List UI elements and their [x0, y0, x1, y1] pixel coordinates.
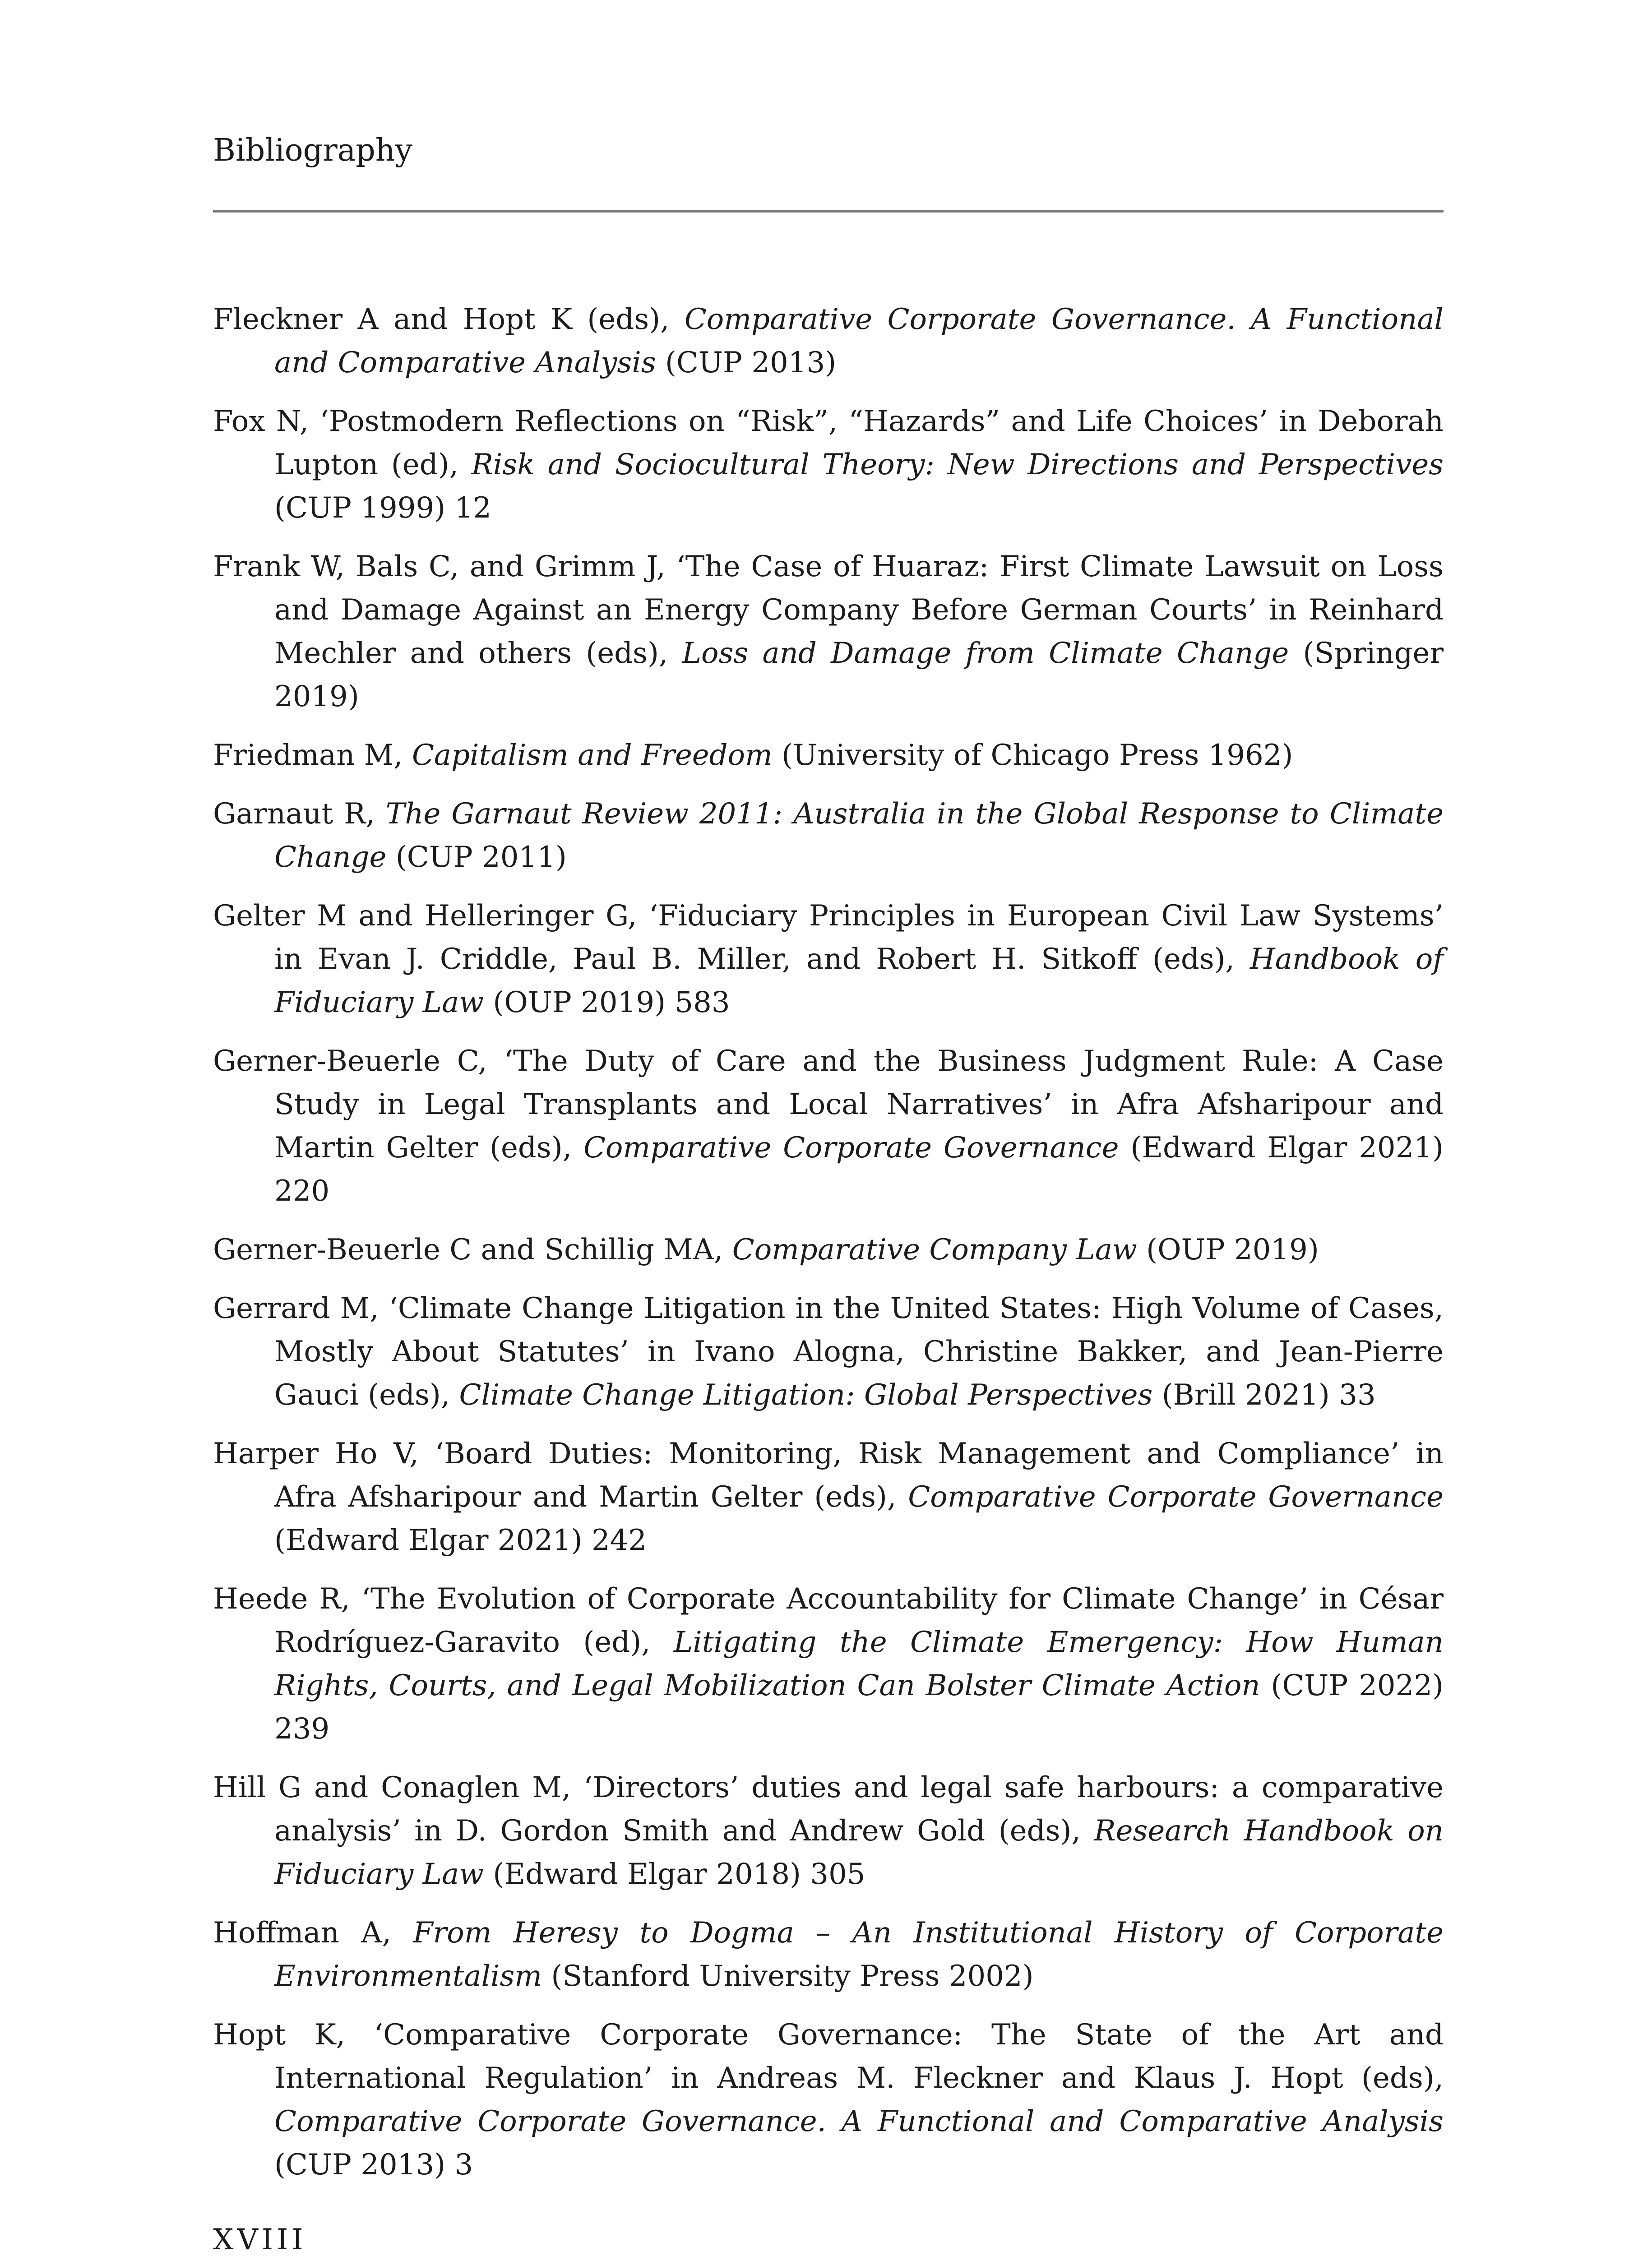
entry-authors-text: Gerner-Beuerle C, ‘The Duty of Care and the Business Judgment Rule: A Case Study in Legal Transplants and Local Narratives’ in Afra Afsharipour and Martin Gelter (eds),	[213, 1045, 1444, 1165]
entry-authors-text: Gerner-Beuerle C and Schillig MA,	[213, 1233, 732, 1267]
entry-authors-text: Hill G and Conaglen M, ‘Directors’ duties and legal safe harbours: a comparative analysis’ in D. Gordon Smith and Andrew Gold (eds),	[213, 1771, 1444, 1848]
entry-title: Handbook of Fiduciary Law	[274, 943, 1444, 1019]
entry-publication: (CUP 2011)	[386, 841, 567, 874]
bibliography-entry	[213, 1911, 1444, 1998]
entry-authors-text: Garnaut R,	[213, 797, 386, 831]
bibliography-entry	[213, 1287, 1444, 1417]
entry-title: From Heresy to Dogma – An Institutional History of Corporate Environmentalism	[274, 1916, 1444, 1993]
entry-title: Comparative Company Law	[732, 1233, 1137, 1267]
entry-title: Capitalism and Freedom	[412, 739, 773, 772]
bibliography-entry	[213, 1766, 1444, 1896]
entry-authors-text: Harper Ho V, ‘Board Duties: Monitoring, Risk Management and Compliance’ in Afra Afsharipour and Martin Gelter (eds),	[213, 1437, 1444, 1514]
entry-title: The Garnaut Review 2011: Australia in the Global Response to Climate Change	[274, 797, 1444, 874]
bibliography-entry	[213, 792, 1444, 879]
entry-publication: (CUP 2022) 239	[274, 1669, 1444, 1746]
entry-authors-text: Heede R, ‘The Evolution of Corporate Accountability for Climate Change’ in César Rodríguez-Garavito (ed),	[213, 1582, 1444, 1659]
entry-publication: (CUP 1999) 12	[274, 491, 491, 525]
entry-publication: (Edward Elgar 2018) 305	[484, 1858, 865, 1891]
header-divider	[213, 210, 1444, 213]
entry-publication: (Brill 2021) 33	[1152, 1378, 1376, 1412]
entry-authors-text: Frank W, Bals C, and Grimm J, ‘The Case of Huaraz: First Climate Lawsuit on Loss and Damage Against an Energy Company Before German Courts’ in Reinhard Mechler and others (eds),	[213, 550, 1444, 670]
bibliography-entry	[213, 1432, 1444, 1562]
bibliography-entry	[213, 400, 1444, 530]
running-head-title: Bibliography	[213, 133, 412, 168]
entry-authors-text: Friedman M,	[213, 739, 412, 772]
bibliography-list	[213, 298, 1444, 2202]
entry-title: Comparative Corporate Governance. A Functional and Comparative Analysis	[274, 303, 1444, 379]
entry-publication: (CUP 2013)	[656, 346, 837, 379]
entry-title: Comparative Corporate Governance	[908, 1480, 1444, 1514]
entry-title: Comparative Corporate Governance	[583, 1131, 1119, 1165]
entry-publication: (Springer 2019)	[274, 637, 1444, 713]
entry-publication: (CUP 2013) 3	[274, 2148, 473, 2182]
bibliography-entry	[213, 2013, 1444, 2187]
bibliography-entry	[213, 1040, 1444, 1213]
entry-title: Comparative Corporate Governance. A Functional and Comparative Analysis	[274, 2105, 1444, 2138]
bibliography-entry	[213, 734, 1444, 777]
bibliography-entry	[213, 1577, 1444, 1751]
entry-publication: (OUP 2019)	[1137, 1233, 1319, 1267]
bibliography-entry	[213, 1228, 1444, 1271]
bibliography-entry	[213, 894, 1444, 1024]
bibliography-entry	[213, 545, 1444, 718]
entry-publication: (Edward Elgar 2021) 242	[274, 1524, 647, 1557]
entry-publication: (Stanford University Press 2002)	[542, 1960, 1034, 1993]
entry-publication: (University of Chicago Press 1962)	[772, 739, 1293, 772]
entry-authors-text: Gelter M and Helleringer G, ‘Fiduciary Principles in European Civil Law Systems’ in Evan J. Criddle, Paul B. Miller, and Robert H. Sitkoff (eds),	[213, 899, 1444, 976]
page-number: XVIII	[213, 2223, 307, 2256]
entry-authors-text: Fleckner A and Hopt K (eds),	[213, 303, 685, 336]
entry-title: Climate Change Litigation: Global Perspectives	[459, 1378, 1153, 1412]
entry-title: Research Handbook on Fiduciary Law	[274, 1814, 1444, 1891]
entry-authors-text: Gerrard M, ‘Climate Change Litigation in the United States: High Volume of Cases, Mostly About Statutes’ in Ivano Alogna, Christine Bakker, and Jean-Pierre Gauci (eds),	[213, 1292, 1444, 1412]
entry-authors-text: Hopt K, ‘Comparative Corporate Governance: The State of the Art and International Regulation’ in Andreas M. Fleckner and Klaus J. Hopt (eds),	[213, 2018, 1444, 2095]
entry-title: Risk and Sociocultural Theory: New Directions and Perspectives	[471, 448, 1444, 481]
bibliography-entry	[213, 298, 1444, 384]
entry-authors-text: Fox N, ‘Postmodern Reflections on “Risk”, “Hazards” and Life Choices’ in Deborah Lupton (ed),	[213, 405, 1444, 481]
entry-title: Loss and Damage from Climate Change	[682, 637, 1289, 670]
entry-title: Litigating the Climate Emergency: How Human Rights, Courts, and Legal Mobilization Can Bolster Climate Action	[274, 1626, 1444, 1702]
entry-publication: (OUP 2019) 583	[484, 986, 730, 1019]
entry-authors-text: Hoffman A,	[213, 1916, 413, 1950]
entry-publication: (Edward Elgar 2021) 220	[274, 1131, 1444, 1208]
